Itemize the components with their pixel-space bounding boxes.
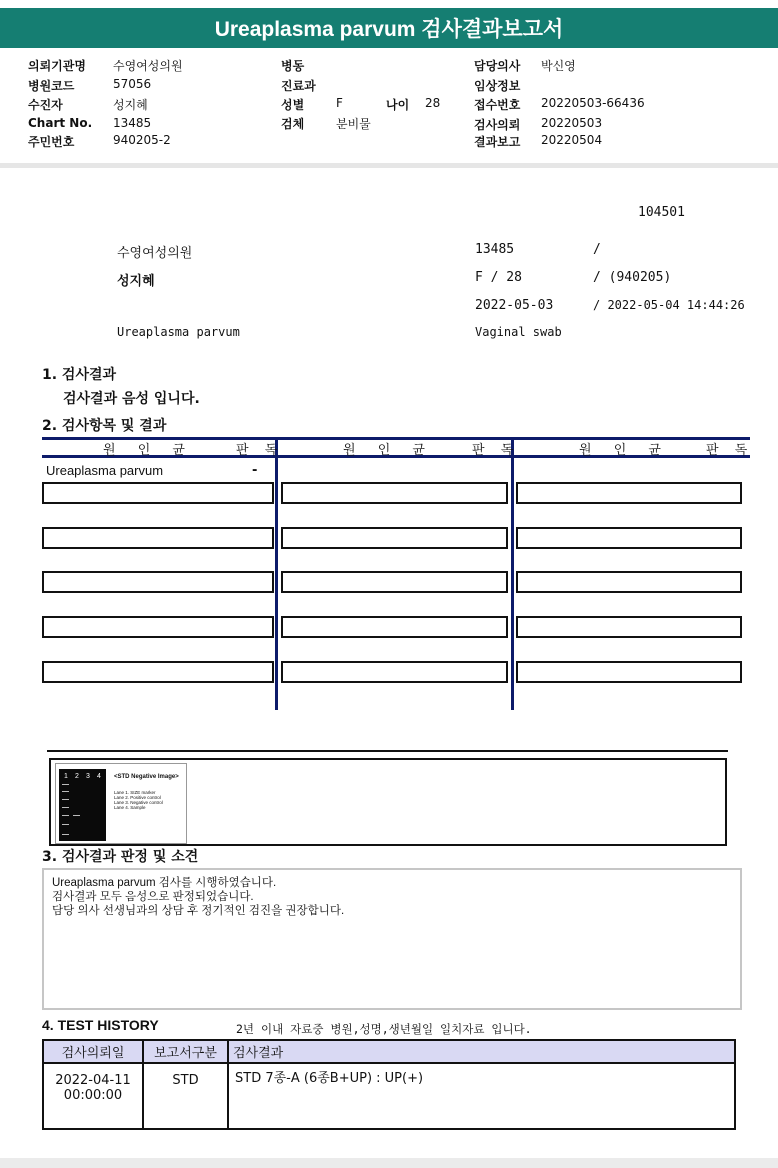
code-label: 병원코드: [28, 79, 75, 93]
col-pathogen-header: 원 인 균: [103, 443, 194, 458]
summary-sex-age: F / 28: [475, 270, 522, 285]
gel-photo: [56, 764, 186, 843]
hospital-value: 수영여성의원: [113, 59, 183, 73]
col-pathogen-header: 원 인 균: [343, 443, 434, 458]
summary-chart: 13485: [475, 242, 515, 257]
id-value: 940205-2: [113, 133, 171, 147]
history-header-row: [43, 1040, 735, 1063]
patient-label: 수진자: [28, 98, 63, 112]
receipt-value: 20220503-66436: [541, 96, 645, 110]
row1-pathogen: Ureaplasma parvum: [46, 463, 164, 478]
history-date: 2022-04-11: [55, 1073, 131, 1088]
result-cell-box: [42, 482, 274, 504]
summary-date-request: 2022-05-03: [475, 298, 554, 313]
lane-label: 4: [97, 773, 101, 780]
gel-image: [55, 763, 187, 844]
table-row: [43, 1063, 735, 1129]
request-value: 20220503: [541, 116, 603, 130]
lane-label: 3: [86, 773, 90, 780]
summary-patient: 성지혜: [117, 274, 155, 289]
patient-value: 성지혜: [113, 98, 148, 112]
lane-label: 2: [75, 773, 79, 780]
result-cell-box: [516, 616, 742, 638]
result-cell-box: [281, 482, 508, 504]
section4-title: 4. TEST HISTORY: [42, 1017, 159, 1033]
history-result: STD 7종-A (6종B+UP) : UP(+): [228, 1063, 735, 1129]
doctor-label: 담당의사: [474, 59, 521, 73]
history-type: STD: [143, 1063, 228, 1129]
report-number: 104501: [638, 205, 685, 220]
summary-specimen: Vaginal swab: [475, 325, 562, 339]
summary-date-report: / 2022-05-04 14:44:26: [593, 298, 745, 312]
section1-title: 1. 검사결과: [42, 367, 117, 383]
chart-value: 13485: [113, 116, 152, 130]
row1-judgment: -: [252, 463, 258, 478]
section2-title: 2. 검사항목 및 결과: [42, 418, 167, 434]
separator-line: [47, 750, 728, 752]
request-label: 검사의뢰: [474, 118, 521, 132]
col-judgment-header: 판 독: [472, 443, 520, 458]
history-time: 00:00:00: [63, 1088, 123, 1103]
sex-label: 성별: [281, 98, 305, 112]
age-value: 28: [425, 96, 441, 110]
opinion-line: 담당 의사 선생님과의 상담 후 정기적인 검진을 권장합니다.: [52, 905, 345, 917]
history-date-cell: [43, 1063, 143, 1129]
specimen-label: 검체: [281, 117, 305, 131]
summary-birth: / (940205): [593, 270, 672, 285]
report-value: 20220504: [541, 133, 603, 147]
id-label: 주민번호: [28, 135, 75, 149]
section1-result: 검사결과 음성 입니다.: [63, 391, 200, 407]
opinion-line: Ureaplasma parvum 검사를 시행하였습니다.: [52, 877, 277, 889]
gel-legend: Lane 1. SIZE marker: [114, 790, 156, 795]
col-judgment-header: 판 독: [236, 443, 284, 458]
summary-slash: /: [593, 242, 601, 257]
result-cell-box: [281, 616, 508, 638]
result-cell-box: [42, 571, 274, 593]
footer-band: [0, 1158, 778, 1168]
report-label: 결과보고: [474, 135, 521, 149]
history-header-date: 검사의뢰일: [43, 1040, 143, 1063]
result-cell-box: [281, 527, 508, 549]
receipt-label: 접수번호: [474, 98, 521, 112]
result-cell-box: [42, 616, 274, 638]
col-pathogen-header: 원 인 균: [579, 443, 670, 458]
result-cell-box: [516, 527, 742, 549]
hospital-label: 의뢰기관명: [28, 59, 86, 73]
opinion-box: [42, 868, 742, 1010]
dept-label: 진료과: [281, 79, 316, 93]
result-cell-box: [42, 527, 274, 549]
summary-hospital: 수영여성의원: [117, 246, 193, 261]
header-divider: [0, 163, 778, 168]
result-cell-box: [281, 571, 508, 593]
code-value: 57056: [113, 77, 152, 91]
gel-legend: Lane 2. Positive control: [114, 795, 161, 800]
result-cell-box: [516, 482, 742, 504]
report-title: Ureaplasma parvum 검사결과보고서: [0, 8, 778, 48]
result-cell-box: [516, 661, 742, 683]
sex-value: F: [336, 96, 343, 110]
grid-divider: [511, 437, 514, 710]
lane-label: 1: [64, 773, 68, 780]
gel-legend: Lane 3. Negative control: [114, 800, 163, 805]
history-header-type: 보고서구분: [143, 1040, 228, 1063]
history-note: 2년 이내 자료중 병원,성명,생년월일 일치자료 입니다.: [236, 1022, 532, 1036]
grid-divider: [275, 437, 278, 710]
section3-title: 3. 검사결과 판정 및 소견: [42, 849, 199, 865]
gel-heading: <STD Negative Image>: [114, 774, 179, 780]
clinical-label: 임상정보: [474, 79, 521, 93]
ward-label: 병동: [281, 59, 305, 73]
specimen-value: 분비물: [336, 117, 371, 131]
result-cell-box: [42, 661, 274, 683]
chart-label: Chart No.: [28, 116, 93, 130]
gel-image-frame: [49, 758, 727, 846]
opinion-line: 검사결과 모두 음성으로 판정되었습니다.: [52, 891, 254, 903]
age-label: 나이: [386, 98, 410, 112]
history-table: [42, 1039, 736, 1130]
result-cell-box: [281, 661, 508, 683]
summary-test-name: Ureaplasma parvum: [117, 325, 240, 339]
history-header-result: 검사결과: [228, 1040, 735, 1063]
result-cell-box: [516, 571, 742, 593]
gel-legend: Lane 4. Sample: [114, 805, 146, 810]
doctor-value: 박신영: [541, 59, 576, 73]
col-judgment-header: 판 독: [706, 443, 754, 458]
